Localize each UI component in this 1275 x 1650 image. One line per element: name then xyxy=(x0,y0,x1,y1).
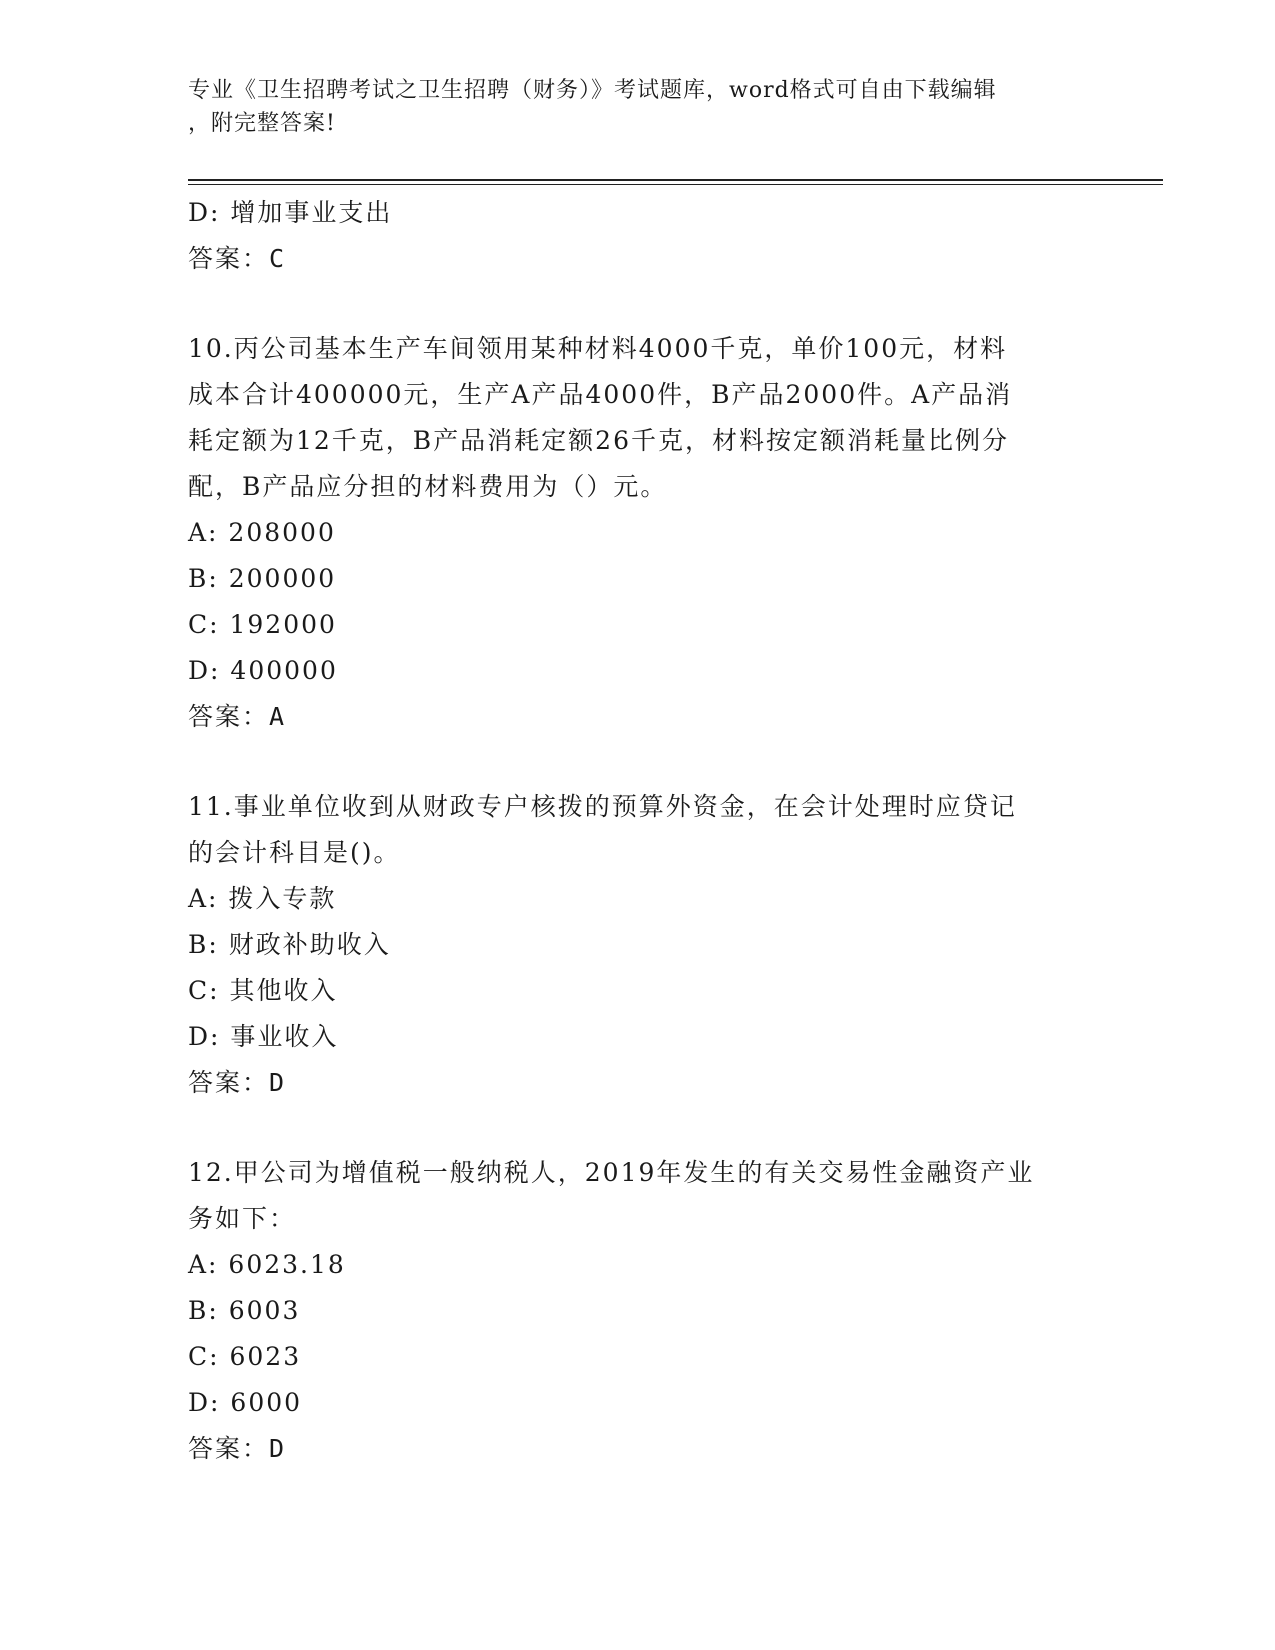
answer-value: C xyxy=(269,244,287,273)
option-c: C: 其他收入 xyxy=(188,976,338,1005)
option-c: C: 6023 xyxy=(188,1342,302,1371)
question-text-line: 成本合计400000元，生产A产品4000件，B产品2000件。A产品消 xyxy=(188,380,1013,409)
answer-line xyxy=(188,1060,1088,1106)
option-a: A: 拨入专款 xyxy=(188,884,337,913)
question-9-tail xyxy=(188,190,1088,282)
answer-label: 答案： xyxy=(188,702,270,731)
question-text-line: 的会计科目是()。 xyxy=(188,838,401,867)
question-text-line: 11.事业单位收到从财政专户核拨的预算外资金，在会计处理时应贷记 xyxy=(188,792,1017,821)
question-text-line: 10.丙公司基本生产车间领用某种材料4000千克，单价100元，材料 xyxy=(188,334,1008,363)
header-line-2: ，附完整答案! xyxy=(188,111,336,136)
answer-value: A xyxy=(269,702,287,731)
document-body xyxy=(188,190,1088,1472)
spacer xyxy=(188,282,1088,326)
option-d: D: 400000 xyxy=(188,656,338,685)
answer-label: 答案： xyxy=(188,244,270,273)
question-text-line: 耗定额为12千克，B产品消耗定额26千克，材料按定额消耗量比例分 xyxy=(188,426,1009,455)
option-a: A: 6023.18 xyxy=(188,1250,346,1279)
question-text-line: 12.甲公司为增值税一般纳税人，2019年发生的有关交易性金融资产业 xyxy=(188,1158,1035,1187)
option-b: B: 200000 xyxy=(188,564,337,593)
answer-label: 答案： xyxy=(188,1434,270,1463)
option-b: B: 6003 xyxy=(188,1296,301,1325)
answer-value: D xyxy=(269,1434,287,1463)
option-d: D: 增加事业支出 xyxy=(188,198,393,227)
option-c: C: 192000 xyxy=(188,610,337,639)
spacer xyxy=(188,740,1088,784)
option-a: A: 208000 xyxy=(188,518,336,547)
answer-value: D xyxy=(269,1068,287,1097)
header-divider-thick xyxy=(188,179,1163,181)
answer-line xyxy=(188,236,1088,282)
option-d: D: 6000 xyxy=(188,1388,303,1417)
question-text-line: 配，B产品应分担的材料费用为（）元。 xyxy=(188,472,668,501)
spacer xyxy=(188,1106,1088,1150)
option-d: D: 事业收入 xyxy=(188,1022,339,1051)
question-10 xyxy=(188,326,1088,740)
answer-line xyxy=(188,1426,1088,1472)
document-header xyxy=(188,74,1088,140)
answer-line xyxy=(188,694,1088,740)
question-11 xyxy=(188,784,1088,1106)
question-text-line: 务如下： xyxy=(188,1204,297,1233)
header-line-1: 专业《卫生招聘考试之卫生招聘（财务）》考试题库，word格式可自由下载编辑 xyxy=(188,78,997,103)
answer-label: 答案： xyxy=(188,1068,270,1097)
header-divider-thin xyxy=(188,184,1163,185)
option-b: B: 财政补助收入 xyxy=(188,930,391,959)
question-12 xyxy=(188,1150,1088,1472)
